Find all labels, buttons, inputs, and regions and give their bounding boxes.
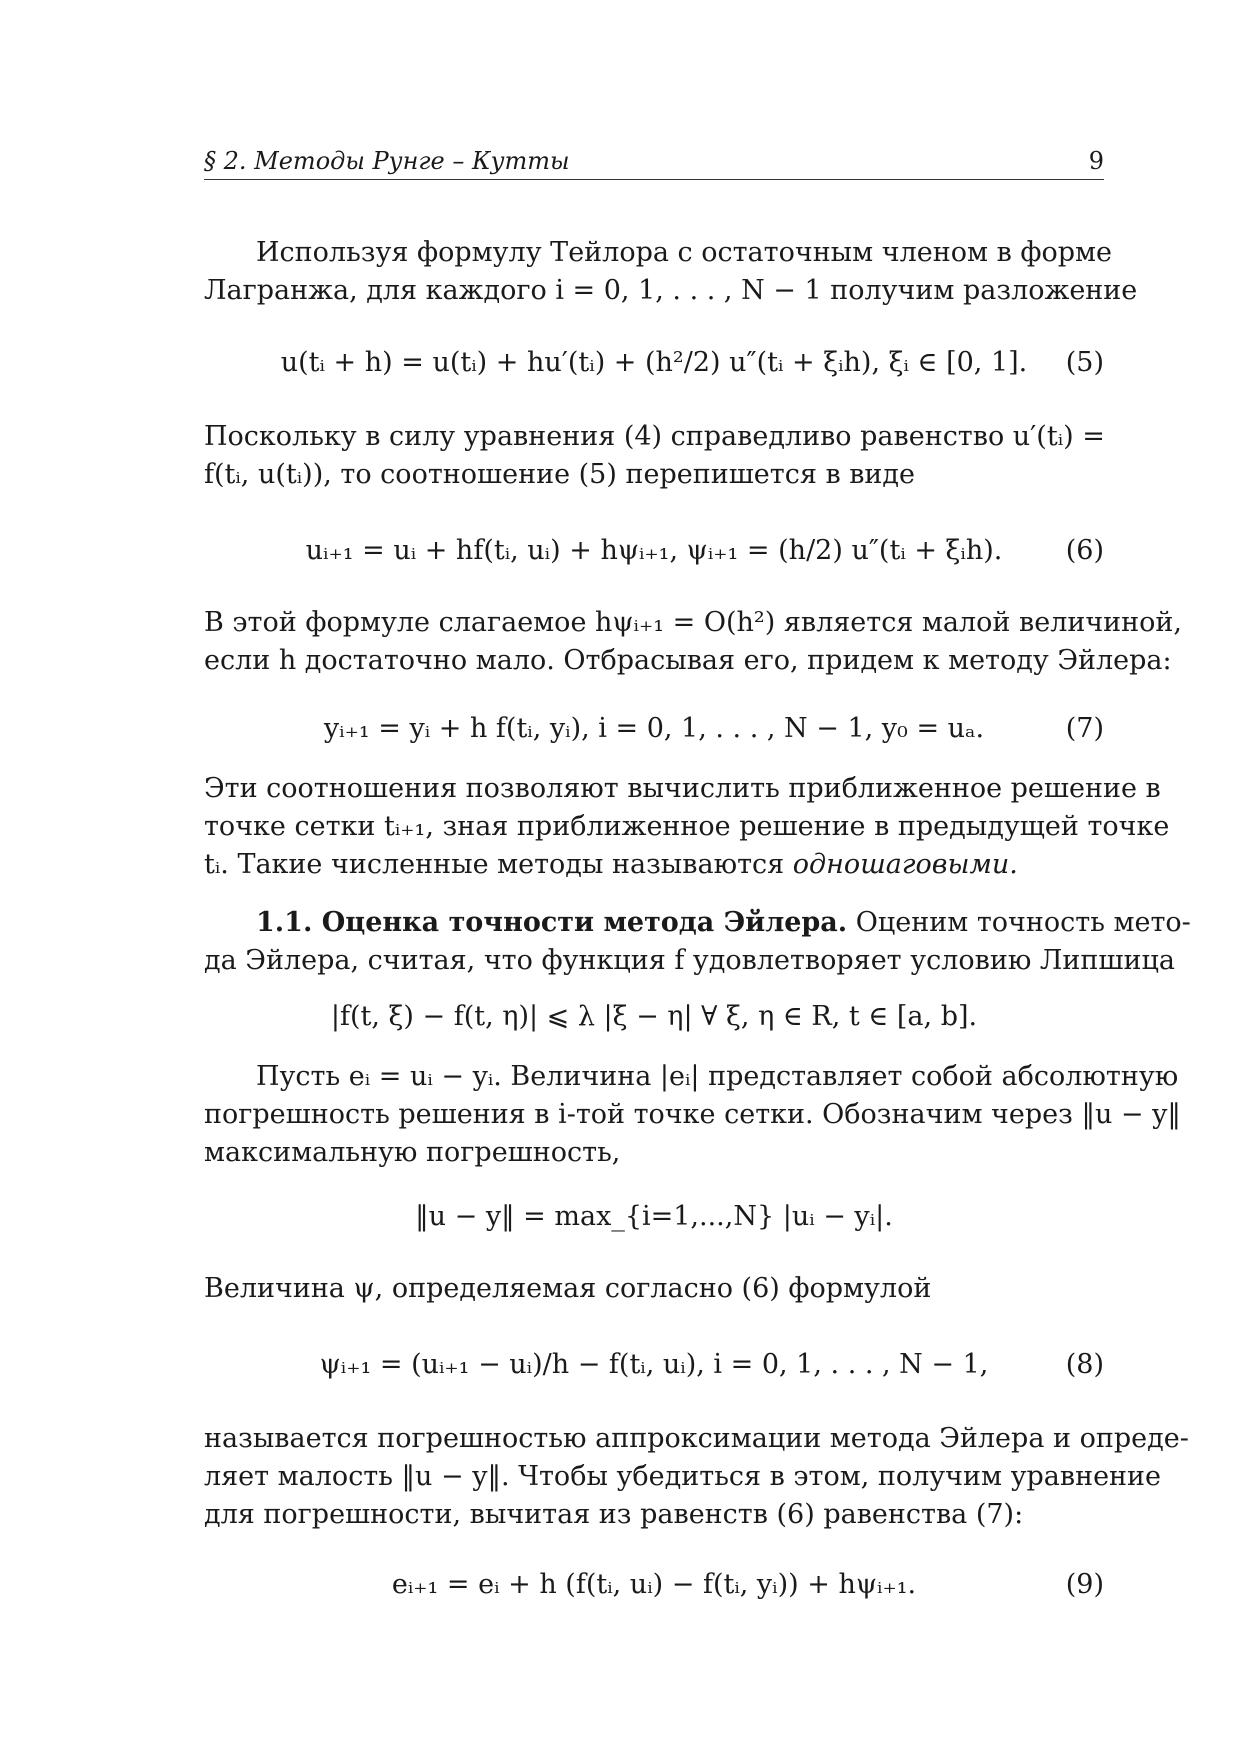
equation-7 xyxy=(204,712,1104,746)
p3-line-2: если h достаточно мало. Отбрасывая его, придем к методу Эйлера: xyxy=(204,645,1172,676)
equation-8-number: (8) xyxy=(1065,1349,1104,1380)
equation-5-number: (5) xyxy=(1065,347,1104,378)
equation-9 xyxy=(204,1568,1104,1602)
p7-line: Величина ψ, определяемая согласно (6) формулой xyxy=(204,1273,932,1304)
p4-line-2: точке сетки tᵢ₊₁, зная приближенное решение в предыдущей точке xyxy=(204,811,1170,842)
equation-7-body: yᵢ₊₁ = yᵢ + h f(tᵢ, yᵢ), i = 0, 1, . . . , N − 1, y₀ = uₐ. xyxy=(323,713,985,744)
p3-line-1: В этой формуле слагаемое hψᵢ₊₁ = O(h²) является малой величиной, xyxy=(204,607,1183,638)
equation-9-body: eᵢ₊₁ = eᵢ + h (f(tᵢ, uᵢ) − f(tᵢ, yᵢ)) + hψᵢ₊₁. xyxy=(391,1569,917,1600)
p1-line-2: Лагранжа, для каждого i = 0, 1, . . . , N − 1 получим разложение xyxy=(204,275,1138,306)
section-heading: 1.1. Оценка точности метода Эйлера. xyxy=(256,907,848,938)
p6-line-2: погрешность решения в i-той точке сетки. Обозначим через ‖u − y‖ xyxy=(204,1099,1181,1130)
p2-line-1: Поскольку в силу уравнения (4) справедливо равенство u′(tᵢ) = xyxy=(204,421,1105,452)
p4-line-3 xyxy=(204,848,1104,882)
equation-9-number: (9) xyxy=(1065,1569,1104,1600)
equation-5-body: u(tᵢ + h) = u(tᵢ) + hu′(tᵢ) + (h²/2) u″(tᵢ + ξᵢh), ξᵢ ∈ [0, 1]. xyxy=(280,347,1028,378)
header-title: § 2. Методы Рунге – Кутты xyxy=(204,147,570,175)
p2-line-2: f(tᵢ, u(tᵢ)), то соотношение (5) перепишется в виде xyxy=(204,459,916,490)
norm-definition: ‖u − y‖ = max_{i=1,...,N} |uᵢ − yᵢ|. xyxy=(415,1201,893,1232)
p4-line-1: Эти соотношения позволяют вычислить приближенное решение в xyxy=(204,773,1161,804)
p5-line-1 xyxy=(204,906,1191,940)
p4-line-3-text: tᵢ. Такие численные методы называются xyxy=(204,849,793,880)
p6-line-3: максимальную погрешность, xyxy=(204,1137,621,1168)
p8-line-3: для погрешности, вычитая из равенств (6) равенства (7): xyxy=(204,1499,1024,1530)
equation-7-number: (7) xyxy=(1065,713,1104,744)
lipschitz-condition: |f(t, ξ) − f(t, η)| ⩽ λ |ξ − η| ∀ ξ, η ∈ R, t ∈ [a, b]. xyxy=(330,1001,978,1032)
running-header xyxy=(204,146,1104,180)
p1-line-1: Используя формулу Тейлора с остаточным членом в форме xyxy=(256,237,1113,268)
p5-line-2: да Эйлера, считая, что функция f удовлетворяет условию Липшица xyxy=(204,945,1175,976)
p6-line-1: Пусть eᵢ = uᵢ − yᵢ. Величина |eᵢ| представляет собой абсолютную xyxy=(256,1061,1179,1092)
equation-6-number: (6) xyxy=(1065,535,1104,566)
equation-5 xyxy=(204,346,1104,380)
page-number: 9 xyxy=(1088,147,1104,175)
equation-6-body: uᵢ₊₁ = uᵢ + hf(tᵢ, uᵢ) + hψᵢ₊₁, ψᵢ₊₁ = (h/2) u″(tᵢ + ξᵢh). xyxy=(305,535,1003,566)
equation-8-body: ψᵢ₊₁ = (uᵢ₊₁ − uᵢ)/h − f(tᵢ, uᵢ), i = 0, 1, . . . , N − 1, xyxy=(319,1349,989,1380)
equation-8 xyxy=(204,1348,1104,1382)
p8-line-2: ляет малость ‖u − y‖. Чтобы убедиться в этом, получим уравнение xyxy=(204,1461,1162,1492)
p4-italic-term: одношаговыми. xyxy=(792,849,1018,880)
p5-line-1-rest: Оценим точность мето- xyxy=(847,907,1191,938)
p8-line-1: называется погрешностью аппроксимации метода Эйлера и опреде- xyxy=(204,1423,1189,1454)
equation-6 xyxy=(204,534,1104,568)
